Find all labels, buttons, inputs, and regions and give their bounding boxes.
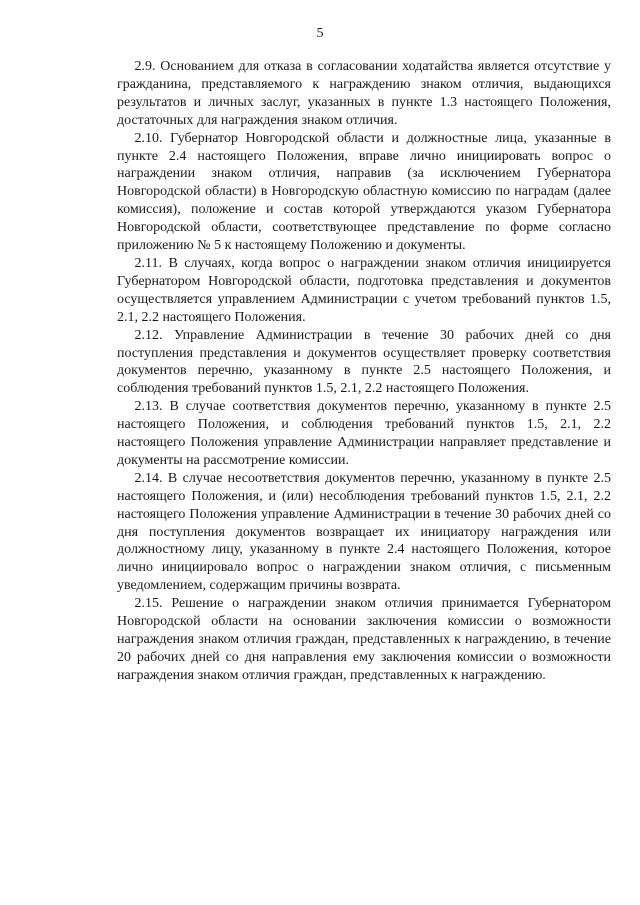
paragraph-2-13: 2.13. В случае соответствия документов перечню, указанному в пункте 2.5 настоящего Положения, и соблюдения требований пунктов 1.5, 2.1, 2.2 настоящего Положения управление Администрации направляет представление и документы на рассмотрение комиссии. xyxy=(117,399,611,468)
paragraph-2-10: 2.10. Губернатор Новгородской области и должностные лица, указанные в пункте 2.4 настоящего Положения, вправе лично инициировать вопрос о награждении знаком отличия, направив (за исключением Губернатора Новгородской области) в Новгородскую областную комиссию по наградам (далее комиссия), положение и состав которой утверждаются указом Губернатора Новгородской области, соответствующее представление по форме согласно приложению № 5 к настоящему Положению и документы. xyxy=(117,130,611,254)
paragraph-2-11: 2.11. В случаях, когда вопрос о награждении знаком отличия инициируется Губернатором Новгородской области, подготовка представления и документов осуществляется управлением Администрации с учетом требований пунктов 1.5, 2.1, 2.2 настоящего Положения. xyxy=(117,255,611,325)
paragraph-2-9: 2.9. Основанием для отказа в согласовании ходатайства является отсутствие у гражданина, представляемого к награждению знаком отличия, выдающихся результатов и личных заслуг, указанных в пункте 1.3 настоящего Положения, достаточных для награждения знаком отличия. xyxy=(117,59,611,128)
paragraph-2-15: 2.15. Решение о награждении знаком отличия принимается Губернатором Новгородской области на основании заключения комиссии о возможности награждения знаком отличия граждан, представленных к награждению, в течение 20 рабочих дней со дня направления ему заключения комиссии о возможности награждения знаком отличия граждан, представленных к награждению. xyxy=(117,596,611,683)
document-body xyxy=(117,58,611,685)
paragraph-2-14: 2.14. В случае несоответствия документов перечню, указанному в пункте 2.5 настоящего Положения, и (или) несоблюдения требований пунктов 1.5, 2.1, 2.2 настоящего Положения управление Администрации в течение 30 рабочих дней со дня поступления документов возвращает их инициатору награждения или должностному лицу, указанному в пункте 2.4 настоящего Положения, которое лично инициировало вопрос о награждении знаком отличия, с письменным уведомлением, содержащим причины возврата. xyxy=(117,470,611,594)
paragraph-2-12: 2.12. Управление Администрации в течение 30 рабочих дней со дня поступления представления и документов осуществляет проверку соответствия документов перечню, указанному в пункте 2.5 настоящего Положения, и соблюдения требований пунктов 1.5, 2.1, 2.2 настоящего Положения. xyxy=(117,327,611,397)
page-number: 5 xyxy=(316,26,324,41)
